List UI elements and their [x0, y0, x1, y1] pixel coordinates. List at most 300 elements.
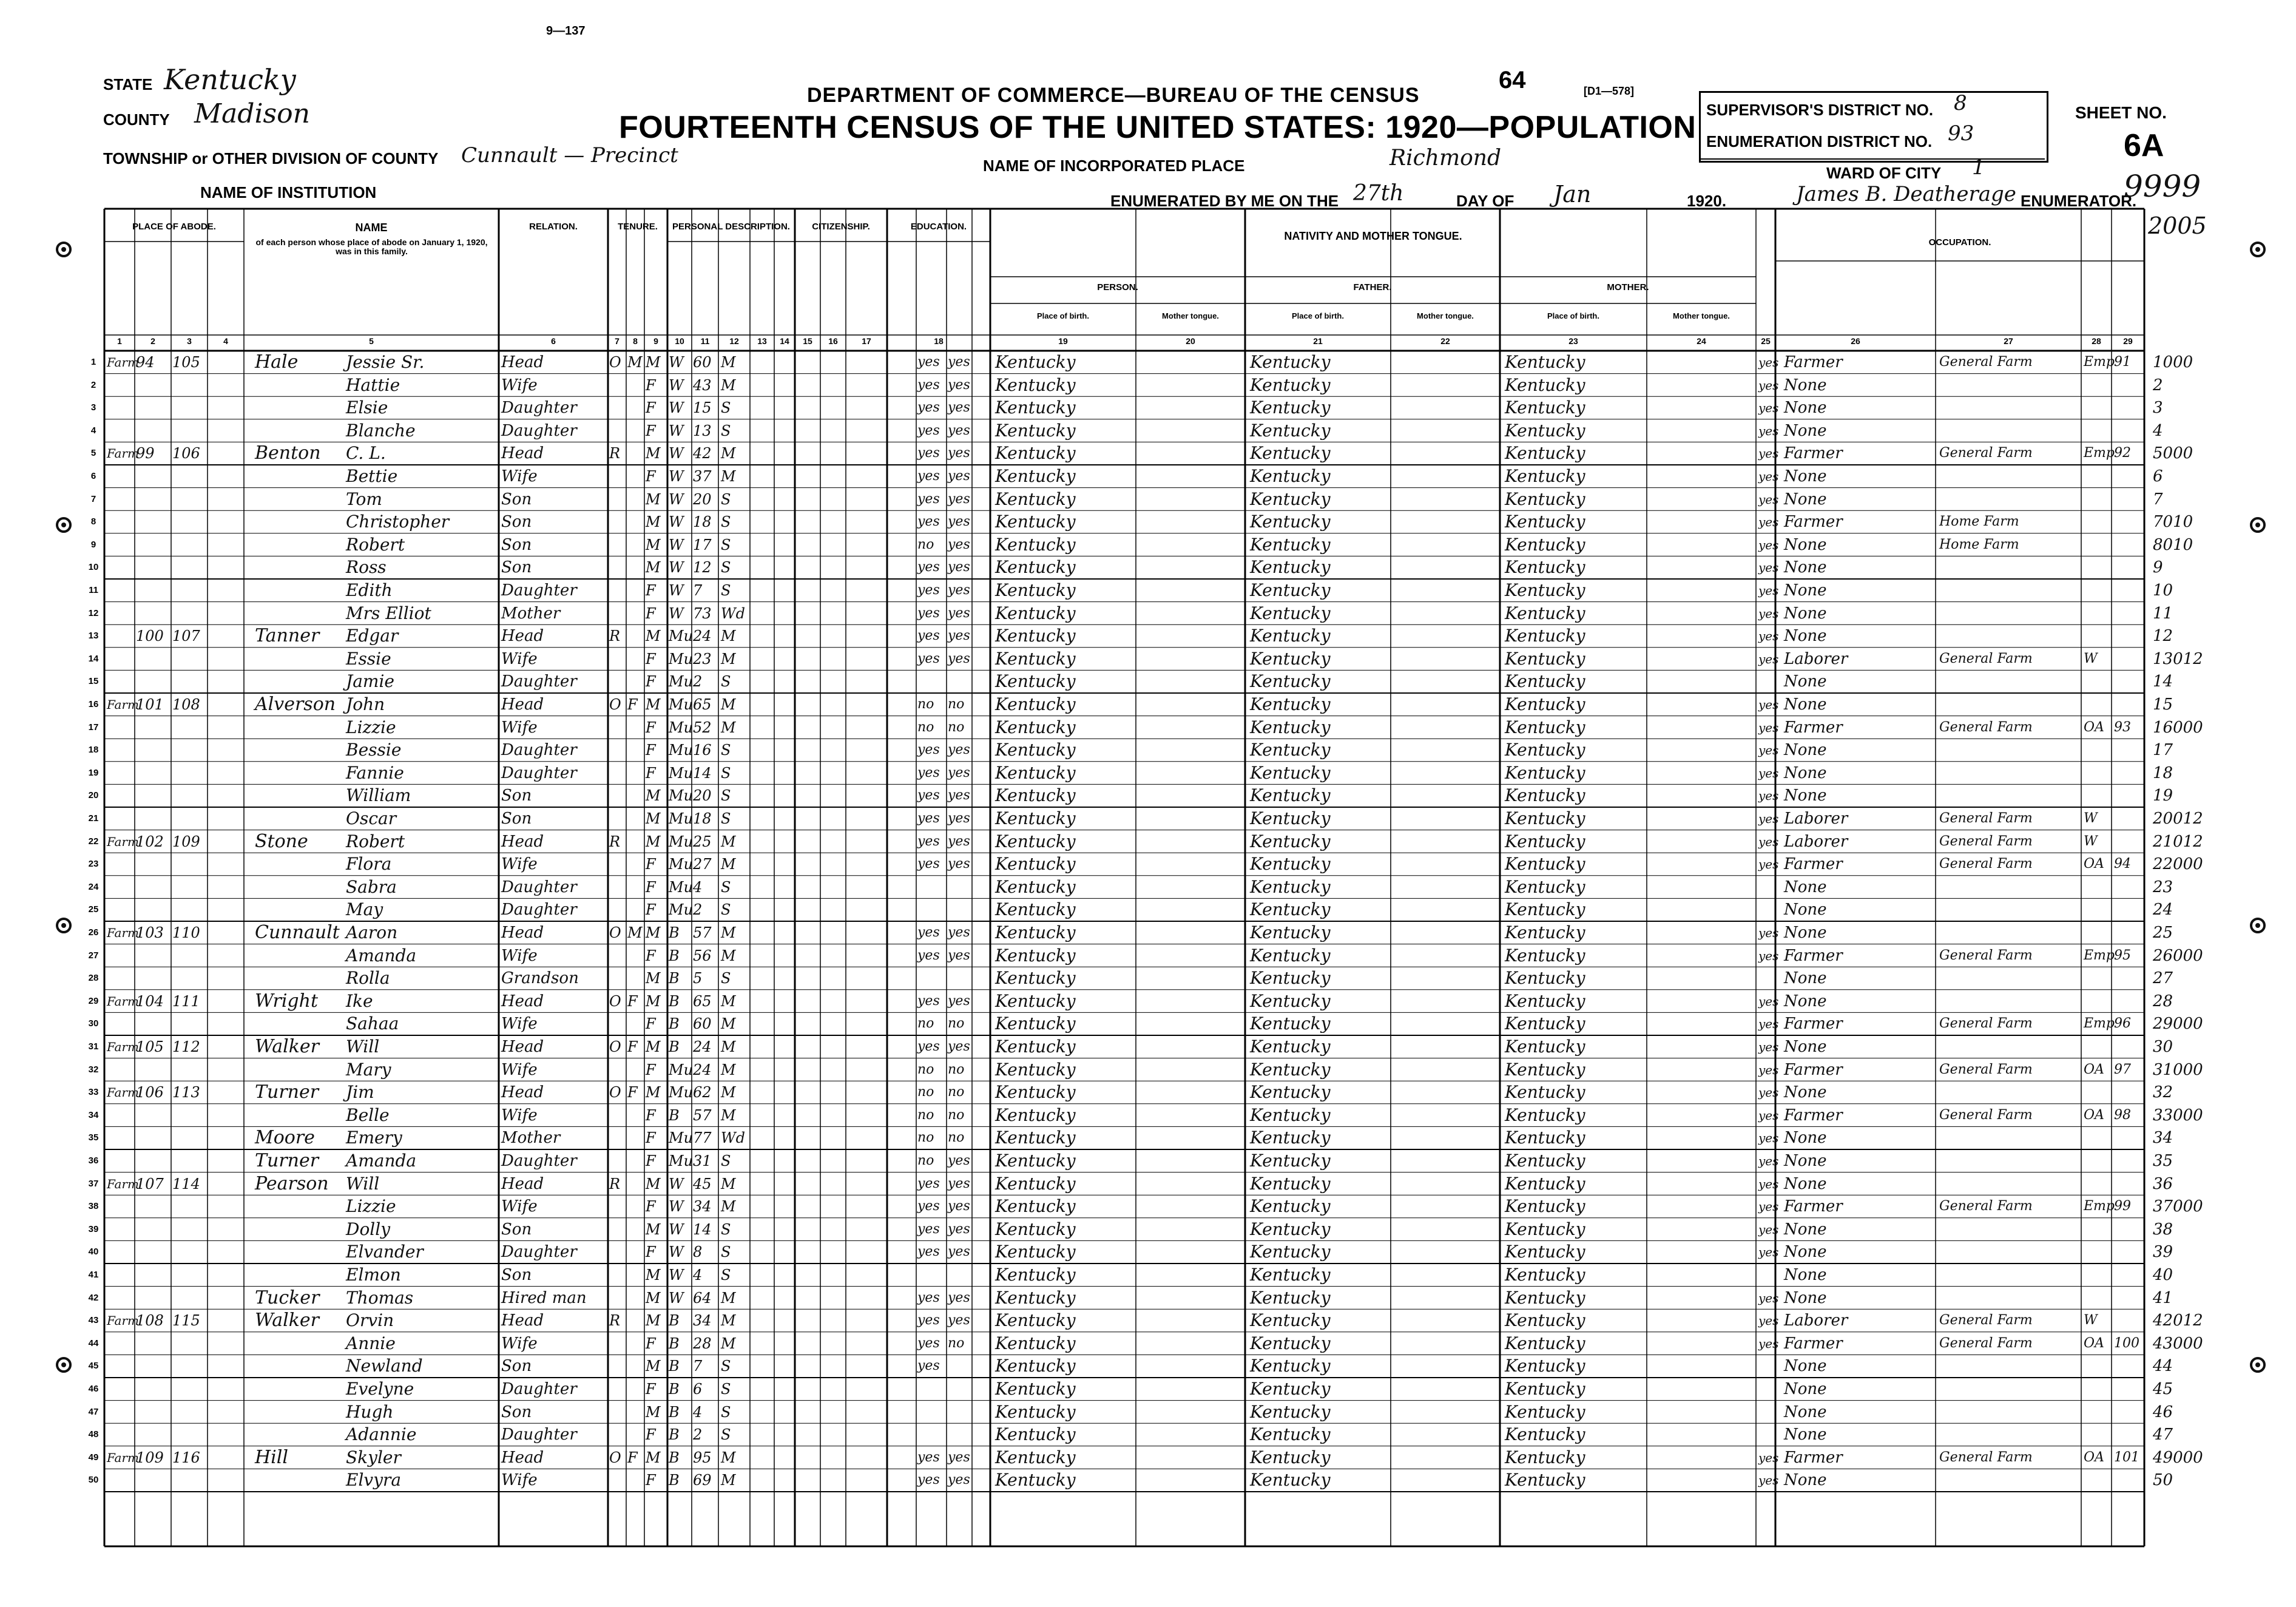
entry-cell: F [646, 856, 656, 873]
entry-cell: 27 [693, 856, 712, 873]
entry-cell: 18 [693, 513, 712, 531]
entry-cell: None [1784, 672, 1827, 691]
entry-cell: F [646, 1198, 656, 1216]
entry-cell: Head [501, 992, 544, 1010]
entry-cell: William [346, 785, 411, 806]
entry-cell: B [669, 1106, 680, 1124]
row-number: 50 [88, 1475, 99, 1486]
column-number: 27 [2004, 336, 2013, 346]
entry-cell: yes [917, 354, 940, 370]
entry-cell: F [646, 1152, 656, 1169]
entry-cell: yes [1758, 993, 1779, 1009]
entry-cell: yes [1758, 788, 1779, 804]
entry-cell: Amanda [346, 945, 417, 966]
entry-cell: Adannie [346, 1424, 417, 1445]
entry-cell: Kentucky [995, 740, 1076, 760]
entry-cell: M [646, 513, 661, 531]
entry-cell: M [646, 559, 661, 577]
entry-cell: no [917, 1016, 934, 1032]
entry-cell: Kentucky [1505, 374, 1585, 395]
column-number: 21 [1313, 336, 1323, 346]
entry-cell: Kentucky [1505, 466, 1585, 486]
person-birthplace-heading: Place of birth. [1037, 311, 1089, 320]
column-number: 22 [1440, 336, 1450, 346]
entry-cell: Kentucky [995, 968, 1076, 989]
entry-cell: yes [948, 1199, 970, 1214]
entry-cell: Kentucky [1250, 1013, 1331, 1034]
margin-entry: 30 [2153, 1038, 2173, 1056]
entry-cell: F [646, 1129, 656, 1147]
entry-cell: 114 [172, 1175, 200, 1193]
entry-cell: Kentucky [1505, 1470, 1585, 1490]
entry-cell: no [917, 697, 934, 712]
entry-cell: None [1784, 1380, 1827, 1398]
entry-cell: yes [917, 1039, 940, 1054]
entry-cell: M [721, 1061, 736, 1078]
entry-cell: Kentucky [1250, 603, 1331, 623]
entry-cell: 24 [693, 1038, 712, 1055]
entry-cell: yes [948, 1153, 970, 1168]
entry-cell: 56 [693, 947, 712, 964]
entry-cell: yes [948, 742, 970, 758]
row-number: 46 [88, 1384, 99, 1394]
entry-cell: None [1784, 1471, 1827, 1490]
entry-cell: Kentucky [1505, 899, 1585, 920]
entry-cell: Kentucky [995, 762, 1076, 783]
entry-cell: R [609, 1312, 621, 1330]
township-label: TOWNSHIP or OTHER DIVISION OF COUNTY [103, 149, 439, 167]
entry-cell: Mrs Elliot [346, 603, 431, 623]
entry-cell: O [609, 354, 621, 371]
margin-entry: 44 [2153, 1357, 2173, 1376]
entry-cell: Kentucky [1250, 398, 1331, 418]
entry-cell: Kentucky [995, 1424, 1076, 1445]
entry-cell: no [917, 719, 934, 735]
entry-cell: Kentucky [1250, 626, 1331, 646]
ward-label: WARD OF CITY [1826, 164, 1942, 182]
entry-cell: Kentucky [1505, 808, 1585, 828]
entry-cell: Son [501, 810, 532, 828]
entry-cell: Mu [669, 742, 694, 759]
entry-cell: Kentucky [995, 990, 1076, 1011]
place-of-abode-heading: PLACE OF ABODE. [132, 222, 216, 232]
entry-cell: Farmer [1784, 1060, 1843, 1079]
entry-cell: yes [948, 947, 970, 963]
entry-cell: Annie [346, 1333, 396, 1353]
entry-cell: Tucker [255, 1287, 320, 1308]
entry-cell: Pearson [255, 1172, 329, 1194]
row-number: 23 [88, 859, 99, 870]
entry-cell: W [669, 1243, 684, 1261]
entry-cell: Kentucky [1505, 443, 1585, 464]
entry-cell: None [1784, 1220, 1827, 1239]
entry-cell: yes [917, 811, 940, 826]
column-number: 3 [187, 336, 192, 346]
entry-cell: Head [501, 1174, 544, 1193]
margin-entry: 5000 [2153, 444, 2193, 463]
entry-cell: yes [917, 1176, 940, 1191]
entry-cell: None [1784, 969, 1827, 988]
entry-cell: yes [917, 833, 940, 849]
column-number: 23 [1568, 336, 1578, 346]
entry-cell: B [669, 924, 680, 941]
enumeration-month: Jan [1553, 181, 1592, 208]
entry-cell: Rolla [346, 968, 390, 989]
entry-cell: yes [1758, 1062, 1779, 1077]
entry-cell: Robert [346, 534, 405, 555]
entry-cell: F [646, 1061, 656, 1078]
ward-value: 1 [1972, 155, 1985, 180]
entry-cell: yes [1758, 515, 1779, 530]
entry-cell: no [948, 1016, 965, 1032]
entry-cell: yes [917, 856, 940, 872]
entry-cell: Kentucky [1505, 1173, 1585, 1194]
entry-cell: yes [948, 583, 970, 598]
entry-cell: W [669, 354, 684, 371]
entry-cell: Bettie [346, 466, 398, 486]
entry-cell: OA [2084, 1449, 2104, 1465]
entry-cell: Farm [107, 446, 139, 461]
row-number: 3 [90, 402, 96, 413]
entry-cell: F [646, 1426, 656, 1444]
entry-cell: 101 [2114, 1449, 2139, 1465]
entry-cell: Kentucky [995, 1242, 1076, 1262]
entry-cell: OA [2084, 1061, 2104, 1077]
entry-cell: yes [917, 925, 940, 940]
entry-cell: 116 [172, 1449, 200, 1466]
entry-cell: yes [1758, 537, 1779, 552]
entry-cell: B [669, 1426, 680, 1444]
state-value: Kentucky [164, 63, 296, 96]
entry-cell: F [646, 1243, 656, 1261]
entry-cell: Head [501, 444, 544, 463]
entry-cell: Kentucky [1505, 990, 1585, 1011]
entry-cell: Kentucky [1505, 420, 1585, 441]
entry-cell: yes [948, 445, 970, 461]
entry-cell: None [1784, 604, 1827, 623]
entry-cell: Mu [669, 901, 694, 919]
entry-cell: Kentucky [1505, 352, 1585, 372]
entry-cell: 2 [693, 1426, 703, 1444]
entry-cell: yes [1758, 1108, 1779, 1123]
entry-cell: 100 [2114, 1335, 2139, 1351]
person-tongue-heading: Mother tongue. [1162, 311, 1219, 320]
entry-cell: yes [1758, 1450, 1779, 1465]
entry-cell: Mu [669, 1152, 694, 1169]
entry-cell: 106 [172, 445, 200, 462]
entry-cell: Kentucky [1250, 1059, 1331, 1080]
entry-cell: M [627, 354, 643, 371]
entry-cell: F [646, 582, 656, 599]
entry-cell: John [346, 694, 385, 714]
entry-cell: 24 [693, 628, 712, 645]
row-number: 31 [88, 1041, 99, 1052]
entry-cell: Emery [346, 1128, 402, 1148]
margin-entry: 7 [2153, 490, 2163, 509]
entry-cell: yes [948, 560, 970, 575]
entry-cell: None [1784, 1426, 1827, 1444]
entry-cell: 20 [693, 490, 712, 508]
enumeration-day: 27th [1353, 181, 1404, 206]
entry-cell: yes [1758, 1085, 1779, 1100]
entry-cell: 109 [172, 833, 200, 850]
entry-cell: 37 [693, 468, 712, 485]
entry-cell: None [1784, 1266, 1827, 1284]
entry-cell: Daughter [501, 672, 577, 691]
entry-cell: General Farm [1939, 856, 2033, 872]
entry-cell: None [1784, 787, 1827, 805]
entry-cell: yes [1758, 469, 1779, 484]
entry-cell: yes [1758, 355, 1779, 370]
entry-cell: yes [1758, 629, 1779, 644]
entry-cell: yes [948, 1244, 970, 1260]
entry-cell: Jessie Sr. [346, 352, 425, 372]
entry-cell: O [609, 992, 621, 1010]
entry-cell: Son [501, 513, 532, 532]
row-number: 32 [88, 1064, 99, 1075]
binder-hole [56, 517, 72, 533]
margin-entry: 31000 [2153, 1060, 2203, 1079]
margin-entry: 17 [2153, 741, 2173, 760]
entry-cell: Kentucky [1250, 648, 1331, 669]
entry-cell: None [1784, 924, 1827, 942]
column-number: 5 [369, 336, 374, 346]
entry-cell: W [669, 513, 684, 531]
entry-cell: no [917, 1153, 934, 1168]
entry-cell: Kentucky [1505, 1287, 1585, 1308]
entry-cell: Will [346, 1173, 380, 1194]
entry-cell: F [646, 1015, 656, 1033]
entry-cell: Head [501, 627, 544, 646]
entry-cell: M [646, 1084, 661, 1101]
row-number: 47 [88, 1406, 99, 1417]
entry-cell: M [646, 696, 661, 713]
entry-cell: S [721, 490, 731, 508]
entry-cell: General Farm [1939, 1335, 2033, 1351]
row-number: 24 [88, 881, 99, 892]
entry-cell: Kentucky [1505, 1059, 1585, 1080]
entry-cell: Daughter [501, 1426, 577, 1444]
entry-cell: W [669, 468, 684, 485]
entry-cell: O [609, 1449, 621, 1466]
entry-cell: O [609, 1084, 621, 1101]
entry-cell: 15 [693, 399, 712, 417]
mother-tongue-heading: Mother tongue. [1673, 311, 1730, 320]
entry-cell: R [609, 833, 621, 850]
state-label: STATE [103, 75, 153, 93]
row-number: 21 [88, 813, 99, 824]
entry-cell: yes [948, 491, 970, 507]
entry-cell: yes [1758, 697, 1779, 712]
entry-cell: Head [501, 353, 544, 371]
entry-cell: no [948, 719, 965, 735]
entry-cell: Home Farm [1939, 514, 2019, 530]
entry-cell: Farm [107, 1040, 139, 1054]
entry-cell: Mu [669, 696, 694, 713]
entry-cell: Edgar [346, 626, 399, 646]
margin-entry: 7010 [2153, 513, 2193, 532]
entry-cell: yes [948, 765, 970, 780]
entry-cell: W [2084, 811, 2098, 826]
entry-cell: Wife [501, 1334, 538, 1353]
entry-cell: Stone [255, 830, 308, 852]
entry-cell: yes [948, 833, 970, 849]
column-number: 6 [551, 336, 556, 346]
entry-cell: F [646, 422, 656, 439]
entry-cell: Wife [501, 467, 538, 485]
entry-cell: 97 [2114, 1061, 2131, 1077]
incorporated-label: NAME OF INCORPORATED PLACE [983, 157, 1245, 175]
entry-cell: S [721, 1152, 731, 1169]
entry-cell: Kentucky [1250, 1470, 1331, 1490]
row-number: 27 [88, 950, 99, 961]
entry-cell: None [1784, 763, 1827, 782]
entry-cell: Turner [255, 1081, 319, 1103]
entry-cell: Head [501, 1311, 544, 1330]
margin-entry: 16000 [2153, 718, 2203, 737]
row-number: 45 [88, 1361, 99, 1372]
entry-cell: yes [948, 469, 970, 484]
entry-cell: yes [948, 514, 970, 530]
entry-cell: Kentucky [995, 398, 1076, 418]
entry-cell: 18 [693, 810, 712, 827]
entry-cell: 95 [693, 1449, 712, 1466]
entry-cell: Kentucky [995, 945, 1076, 966]
citizenship-heading: CITIZENSHIP. [812, 222, 870, 232]
entry-cell: Kentucky [1250, 512, 1331, 532]
column-number: 11 [700, 336, 710, 346]
entry-cell: Kentucky [995, 1379, 1076, 1399]
entry-cell: S [721, 1267, 731, 1284]
entry-cell: B [669, 1449, 680, 1466]
entry-cell: Jamie [346, 671, 394, 692]
entry-cell: None [1784, 992, 1827, 1010]
entry-cell: Kentucky [995, 1333, 1076, 1353]
entry-cell: Kentucky [995, 694, 1076, 714]
entry-cell: Walker [255, 1310, 319, 1331]
entry-cell: B [669, 992, 680, 1010]
margin-entry: 9 [2153, 558, 2163, 577]
entry-cell: M [646, 924, 661, 941]
entry-cell: M [646, 1403, 661, 1421]
row-number: 9 [90, 539, 96, 550]
column-number: 17 [862, 336, 871, 346]
entry-cell: M [721, 1084, 736, 1101]
entry-cell: S [721, 1403, 731, 1421]
entry-cell: 102 [136, 833, 164, 850]
entry-cell: S [721, 513, 731, 531]
entry-cell: 104 [136, 992, 164, 1010]
margin-entry: 19 [2153, 787, 2173, 805]
entry-cell: Laborer [1784, 810, 1848, 828]
entry-cell: 8 [693, 1243, 703, 1261]
entry-cell: Head [501, 832, 544, 851]
entry-cell: S [721, 673, 731, 691]
entry-cell: M [721, 947, 736, 964]
entry-cell: 7 [693, 582, 703, 599]
entry-cell: F [646, 764, 656, 782]
entry-cell: F [646, 673, 656, 691]
enumerator-name: James B. Deatherage [1796, 182, 2016, 206]
entry-cell: Sahaa [346, 1013, 399, 1034]
entry-cell: Dolly [346, 1219, 391, 1239]
entry-cell: Head [501, 924, 544, 942]
entry-cell: Farm [107, 1085, 139, 1100]
binder-hole [56, 242, 72, 257]
entry-cell: None [1784, 1083, 1827, 1102]
binder-hole [2250, 517, 2266, 533]
entry-cell: 99 [2114, 1199, 2131, 1214]
entry-cell: Ross [346, 557, 387, 578]
entry-cell: Son [501, 787, 532, 805]
entry-cell: Kentucky [1250, 580, 1331, 600]
entry-cell: Kentucky [995, 831, 1076, 851]
entry-cell: yes [1758, 1473, 1779, 1488]
entry-cell: None [1784, 467, 1827, 485]
entry-cell: Kentucky [1505, 512, 1585, 532]
entry-cell: W [669, 559, 684, 577]
entry-cell: Mu [669, 878, 694, 896]
entry-cell: Kentucky [1250, 1287, 1331, 1308]
margin-entry: 41 [2153, 1288, 2173, 1307]
entry-cell: None [1784, 535, 1827, 554]
entry-cell: W [669, 376, 684, 394]
entry-cell: M [646, 1175, 661, 1193]
entry-cell: yes [917, 1449, 940, 1465]
entry-cell: Kentucky [1250, 1333, 1331, 1353]
entry-cell: M [646, 992, 661, 1010]
entry-cell: S [721, 582, 731, 599]
margin-entry: 8010 [2153, 535, 2193, 554]
row-number: 29 [88, 995, 99, 1006]
entry-cell: M [721, 1289, 736, 1307]
margin-entry: 45 [2153, 1380, 2173, 1398]
entry-cell: Mu [669, 856, 694, 873]
entry-cell: M [646, 536, 661, 553]
entry-cell: Kentucky [995, 1265, 1076, 1285]
entry-cell: 96 [2114, 1016, 2131, 1032]
entry-cell: Son [501, 1402, 532, 1421]
entry-cell: yes [1758, 492, 1779, 507]
entry-cell: yes [917, 583, 940, 598]
entry-cell: Kentucky [1505, 1219, 1585, 1239]
entry-cell: Ike [346, 990, 373, 1011]
entry-cell: Kentucky [995, 1151, 1076, 1171]
entry-cell: yes [917, 628, 940, 644]
entry-cell: Farm [107, 1313, 139, 1328]
entry-cell: 65 [693, 992, 712, 1010]
entry-cell: Daughter [501, 878, 577, 896]
entry-cell: Farm [107, 1450, 139, 1465]
entry-cell: Kentucky [1505, 785, 1585, 806]
entry-cell: Lizzie [346, 1196, 396, 1217]
entry-cell: yes [917, 560, 940, 575]
entry-cell: no [948, 1335, 965, 1351]
entry-cell: 65 [693, 696, 712, 713]
entry-cell: Kentucky [995, 1219, 1076, 1239]
entry-cell: no [948, 1084, 965, 1100]
entry-cell: Kentucky [995, 1059, 1076, 1080]
entry-cell: M [646, 490, 661, 508]
entry-cell: 57 [693, 924, 712, 941]
entry-cell: None [1784, 1243, 1827, 1262]
entry-cell: Kentucky [1505, 1333, 1585, 1353]
entry-cell: yes [1758, 925, 1779, 940]
entry-cell: 64 [693, 1289, 712, 1307]
entry-cell: M [721, 628, 736, 645]
entry-cell: Kentucky [1250, 762, 1331, 783]
entry-cell: Kentucky [995, 717, 1076, 737]
